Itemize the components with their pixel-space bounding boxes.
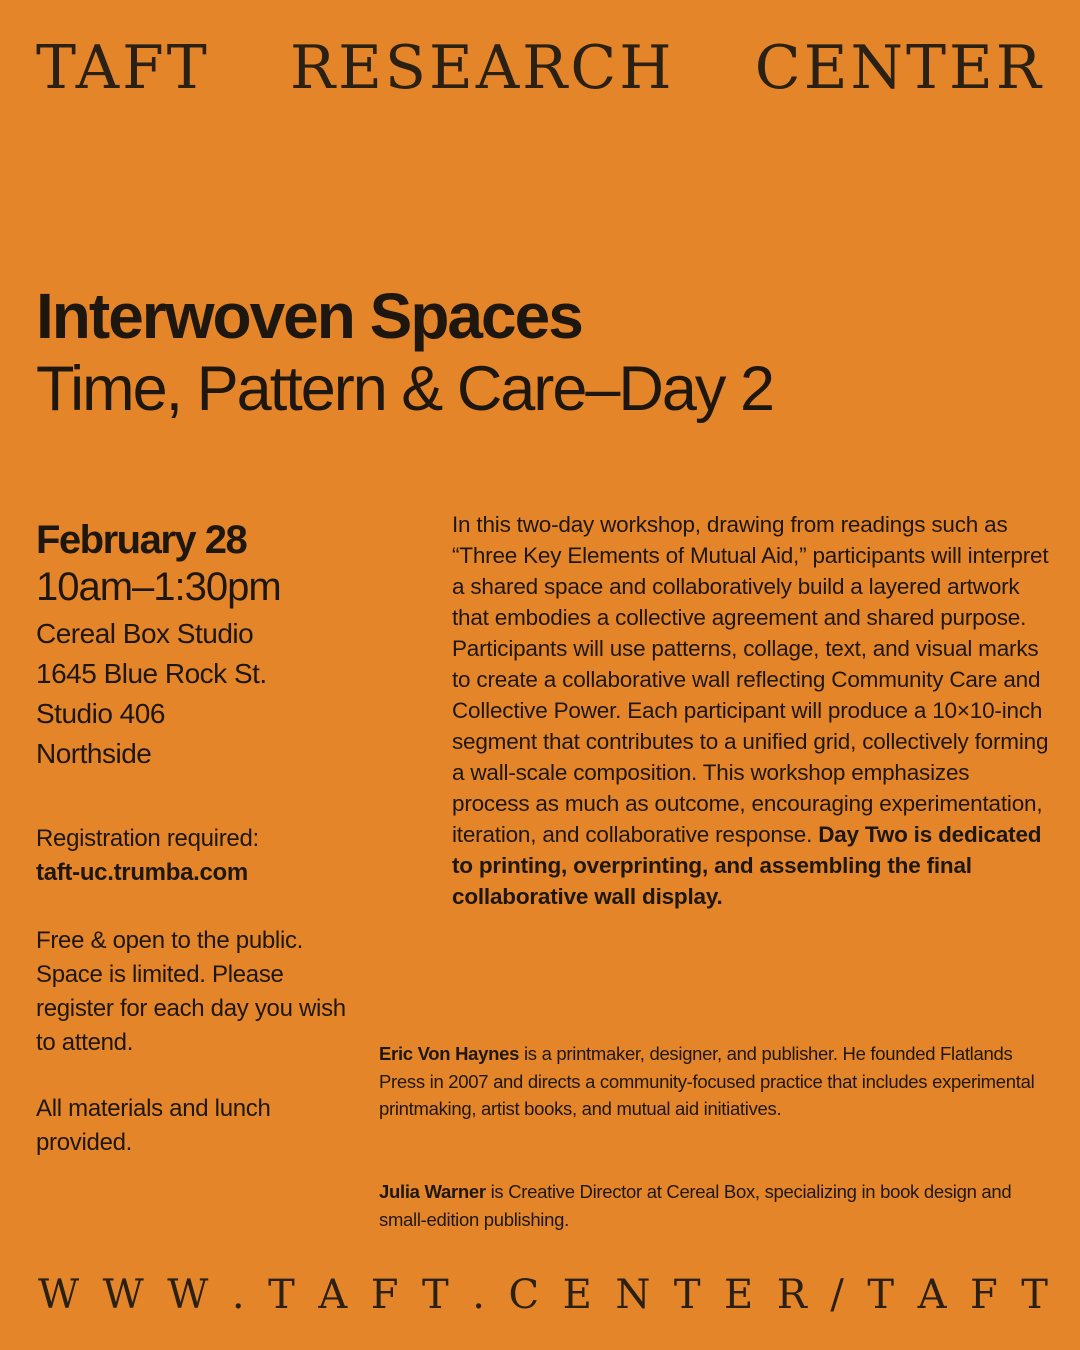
footer-url-char: T [268, 1272, 295, 1318]
footer-url-char: W [167, 1272, 209, 1318]
header-word-center: CENTER [754, 33, 1044, 103]
footer-url-char: F [970, 1272, 998, 1318]
venue-name: Cereal Box Studio [36, 618, 254, 649]
footer-url-char: W [38, 1272, 80, 1318]
bio-name: Julia Warner [379, 1181, 486, 1202]
header-word-research: RESEARCH [289, 33, 675, 103]
footer-url-char: T [673, 1272, 701, 1318]
event-title [36, 278, 1056, 424]
footer-url[interactable] [38, 1270, 1048, 1320]
footer-url-char: E [562, 1272, 592, 1318]
description-body: In this two-day workshop, drawing from readings such as “Three Key Elements of Mutual Aid,” participants will interpret a shared space and collaboratively build a layered artwork that embodies a collective agreement and shared purpose. Participants will use patterns, collage, text, and visual marks to create a collaborative wall reflecting Community Care and Collective Power. Each participant will produce a 10×10-inch segment that contributes to a unified grid, collectively forming a wall-scale composition. This workshop emphasizes process as much as outcome, encouraging experimentation, iteration, and collaborative response. [452, 512, 1049, 847]
footer-url-char: . [472, 1272, 485, 1318]
footer-url-char: T [1021, 1272, 1048, 1318]
footer-url-char: C [508, 1272, 540, 1318]
bio-julia-warner [379, 1178, 1049, 1233]
footer-url-char: R [776, 1272, 807, 1318]
registration-label: Registration required: [36, 825, 259, 852]
venue-neighborhood: Northside [36, 738, 152, 769]
title-subtitle: Time, Pattern & Care–Day 2 [36, 354, 773, 424]
event-date: February 28 [36, 518, 247, 562]
footer-url-char: W [102, 1272, 144, 1318]
event-time: 10am–1:30pm [36, 565, 281, 609]
venue-street: 1645 Blue Rock St. [36, 658, 267, 689]
footer-url-char: T [867, 1272, 895, 1318]
bio-text: is a printmaker, designer, and publisher. He founded Flatlands Press in 2007 and directs a community-focused practice that includes experimental printmaking, artist books, and mutual aid initiatives. [379, 1043, 1035, 1119]
bio-text: is Creative Director at Cereal Box, specializing in book design and small-edition publishing. [379, 1181, 1012, 1230]
bio-eric-von-haynes [379, 1040, 1049, 1123]
footer-url-char: N [615, 1272, 651, 1318]
title-main: Interwoven Spaces [36, 280, 582, 352]
footer-url-char: / [830, 1272, 844, 1318]
bio-name: Eric Von Haynes [379, 1043, 520, 1064]
registration-block [36, 822, 366, 890]
footer-url-char: F [370, 1272, 399, 1318]
materials-info: All materials and lunch provided. [36, 1095, 271, 1156]
footer-url-char: T [422, 1272, 449, 1318]
footer-url-char: A [318, 1272, 348, 1318]
venue-studio: Studio 406 [36, 698, 165, 729]
description-bold: Day Two is dedicated to printing, overprinting, and assembling the final collaborative wall display. [452, 822, 1042, 909]
event-details [36, 516, 366, 1160]
footer-url-char: . [231, 1272, 245, 1318]
admission-info: Free & open to the public. Space is limited. Please register for each day you wish to attend. [36, 927, 346, 1056]
footer-url-char: E [724, 1272, 754, 1318]
workshop-description [452, 509, 1052, 912]
footer-url-char: A [917, 1272, 947, 1318]
registration-link[interactable]: taft-uc.trumba.com [36, 859, 248, 886]
org-name-header [36, 28, 1044, 108]
header-word-taft: TAFT [36, 33, 210, 103]
